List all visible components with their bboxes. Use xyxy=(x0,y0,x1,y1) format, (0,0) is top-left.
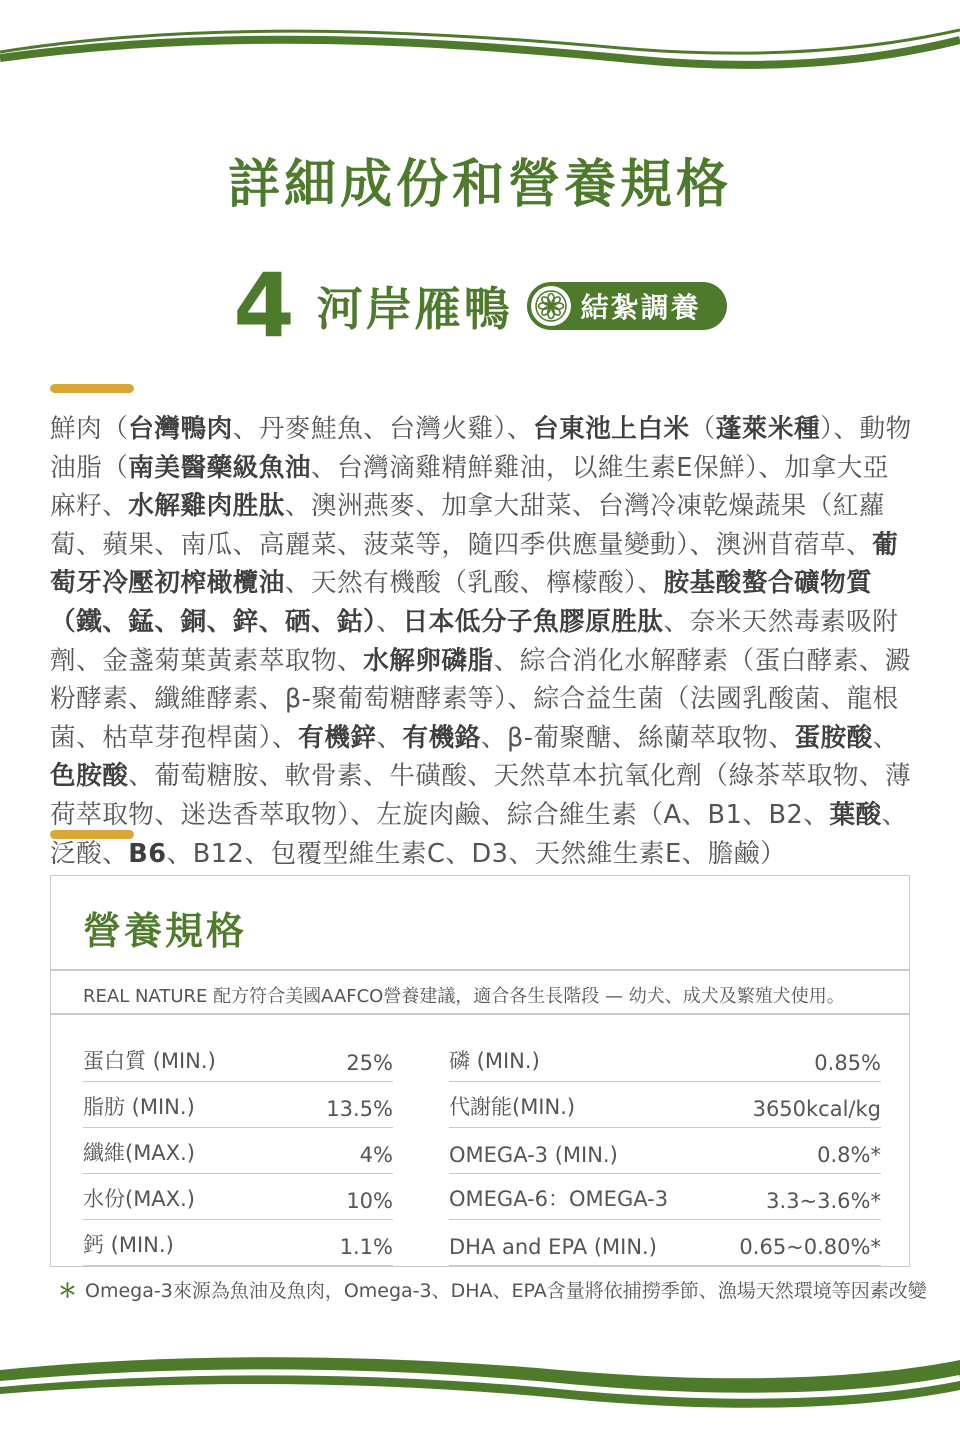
spec-title: 營養規格 xyxy=(83,909,248,953)
nutrition-spec-box xyxy=(50,875,910,1267)
ingredient-text: 、β-葡聚醣、絲蘭萃取物、 xyxy=(480,722,795,753)
spec-row xyxy=(449,1082,881,1128)
ingredient-text: 、B12、包覆型維生素C、D3、天然維生素E、膽鹼） xyxy=(166,838,787,869)
ingredient-text: 、 xyxy=(872,722,899,753)
ingredient-highlight: 日本低分子魚膠原胜肽 xyxy=(402,606,664,637)
spec-row xyxy=(83,1128,393,1174)
ingredient-highlight: 葉酸 xyxy=(829,799,882,830)
ingredient-text: 、 xyxy=(376,606,403,637)
footnote xyxy=(58,1276,927,1303)
spec-value: 0.65~0.80%* xyxy=(739,1235,881,1259)
spec-row xyxy=(83,1036,393,1082)
ingredient-text: 鮮肉（ xyxy=(50,414,129,444)
spec-row xyxy=(449,1174,881,1220)
spec-row xyxy=(449,1220,881,1266)
ingredient-highlight: 水解雞肉胜肽 xyxy=(128,491,285,522)
spec-value: 0.8%* xyxy=(817,1143,881,1167)
flower-icon xyxy=(531,286,571,326)
spec-row xyxy=(83,1174,393,1220)
ingredient-text: ）、動物油脂（ xyxy=(50,414,912,483)
ingredient-highlight: B6 xyxy=(128,838,167,869)
gold-divider xyxy=(50,830,134,839)
ingredient-text: 、奈米天然毒素吸附劑、金盞菊葉黃素萃取物、 xyxy=(50,606,899,676)
footnote-text: Omega-3來源為魚油及魚肉，Omega-3、DHA、EPA含量將依捕撈季節、漁場天然環境等因素改變 xyxy=(85,1280,927,1302)
ingredient-text: 、丹麥鮭魚、台灣火雞）、 xyxy=(232,414,534,444)
ingredient-text: 、葡萄糖胺、軟骨素、牛磺酸、天然草本抗氧化劑（綠茶萃取物、薄荷萃取物、迷迭香萃取物）、左旋肉鹼、綜合維生素（A、B1、B2、 xyxy=(50,761,912,830)
spec-label: OMEGA-3 (MIN.) xyxy=(449,1143,618,1167)
ingredient-highlight: 有機鉻 xyxy=(402,722,481,753)
spec-value: 13.5% xyxy=(326,1097,393,1121)
badge-label: 結紮調養 xyxy=(580,291,701,324)
ingredients-text xyxy=(50,410,912,873)
divider xyxy=(51,969,909,971)
ingredient-text: 、綜合消化水解酵素（蛋白酵素、澱粉酵素、纖維酵素、β-聚葡萄糖酵素等）、綜合益生菌（法國乳酸菌、龍根菌、枯草芽孢桿菌）、 xyxy=(50,645,912,753)
spec-label: 脂肪 (MIN.) xyxy=(83,1095,195,1119)
product-heading xyxy=(0,254,960,357)
ingredient-highlight: 色胺酸 xyxy=(50,761,129,792)
spec-value: 0.85% xyxy=(814,1051,881,1075)
ingredient-highlight: 水解卵磷脂 xyxy=(363,645,494,676)
spec-label: 代謝能(MIN.) xyxy=(449,1095,576,1119)
spec-row xyxy=(449,1036,881,1082)
product-number: 4 xyxy=(233,254,295,357)
ingredient-highlight: 有機鋅 xyxy=(298,722,377,753)
spec-value: 3.3~3.6%* xyxy=(766,1189,881,1213)
product-badge xyxy=(527,282,727,330)
spec-note: REAL NATURE 配方符合美國AAFCO營養建議，適合各生長階段 — 幼犬、成犬及繁殖犬使用。 xyxy=(83,986,845,1007)
ingredient-highlight: 葡萄牙冷壓初榨橄欖油 xyxy=(50,529,899,599)
bottom-wave-decoration xyxy=(0,1330,960,1440)
ingredient-text: 、天然有機酸（乳酸、檸檬酸）、 xyxy=(284,568,664,599)
spec-label: 磷 (MIN.) xyxy=(449,1049,540,1073)
ingredient-text: 、台灣滴雞精鮮雞油，以維生素E保鮮）、加拿大亞麻籽、 xyxy=(50,452,889,522)
spec-value: 3650kcal/kg xyxy=(752,1097,881,1121)
spec-value: 1.1% xyxy=(339,1235,393,1259)
spec-column-left xyxy=(83,1036,393,1266)
spec-label: 蛋白質 (MIN.) xyxy=(83,1049,216,1073)
spec-value: 10% xyxy=(346,1189,393,1213)
spec-column-right xyxy=(449,1036,881,1266)
ingredient-highlight: 南美醫藥級魚油 xyxy=(128,452,311,483)
ingredient-text: （ xyxy=(689,414,716,444)
spec-label: 水份(MAX.) xyxy=(83,1187,195,1211)
spec-label: DHA and EPA (MIN.) xyxy=(449,1235,657,1259)
ingredient-text: 、泛酸、 xyxy=(50,799,908,869)
ingredient-highlight: 台灣鴨肉 xyxy=(128,414,233,444)
spec-label: OMEGA-6：OMEGA-3 xyxy=(449,1187,669,1211)
spec-value: 25% xyxy=(346,1051,393,1075)
product-name: 河岸雁鴨 xyxy=(316,282,513,336)
spec-row xyxy=(83,1082,393,1128)
ingredient-text: 、澳洲燕麥、加拿大甜菜、台灣冷凍乾燥蔬果（紅蘿蔔、蘋果、南瓜、高麗菜、菠菜等，隨四季供應量變動）、澳洲苜蓿草、 xyxy=(50,491,886,560)
asterisk-icon: ＊ xyxy=(58,1280,78,1302)
spec-label: 纖維(MAX.) xyxy=(83,1141,195,1165)
ingredient-highlight: 蓬萊米種 xyxy=(715,414,821,444)
spec-value: 4% xyxy=(359,1143,393,1167)
gold-divider xyxy=(50,384,134,393)
top-wave-decoration xyxy=(0,0,960,90)
spec-row xyxy=(83,1220,393,1266)
ingredient-text: 、 xyxy=(376,722,403,753)
spec-label: 鈣 (MIN.) xyxy=(83,1233,174,1257)
ingredient-highlight: 蛋胺酸 xyxy=(794,722,873,753)
ingredient-highlight: 胺基酸螯合礦物質（鐵、錳、銅、鋅、硒、鈷） xyxy=(50,568,873,637)
ingredient-highlight: 台東池上白米 xyxy=(533,414,690,444)
page-title: 詳細成份和營養規格 xyxy=(227,155,732,215)
spec-row xyxy=(449,1128,881,1174)
divider xyxy=(51,1013,909,1015)
